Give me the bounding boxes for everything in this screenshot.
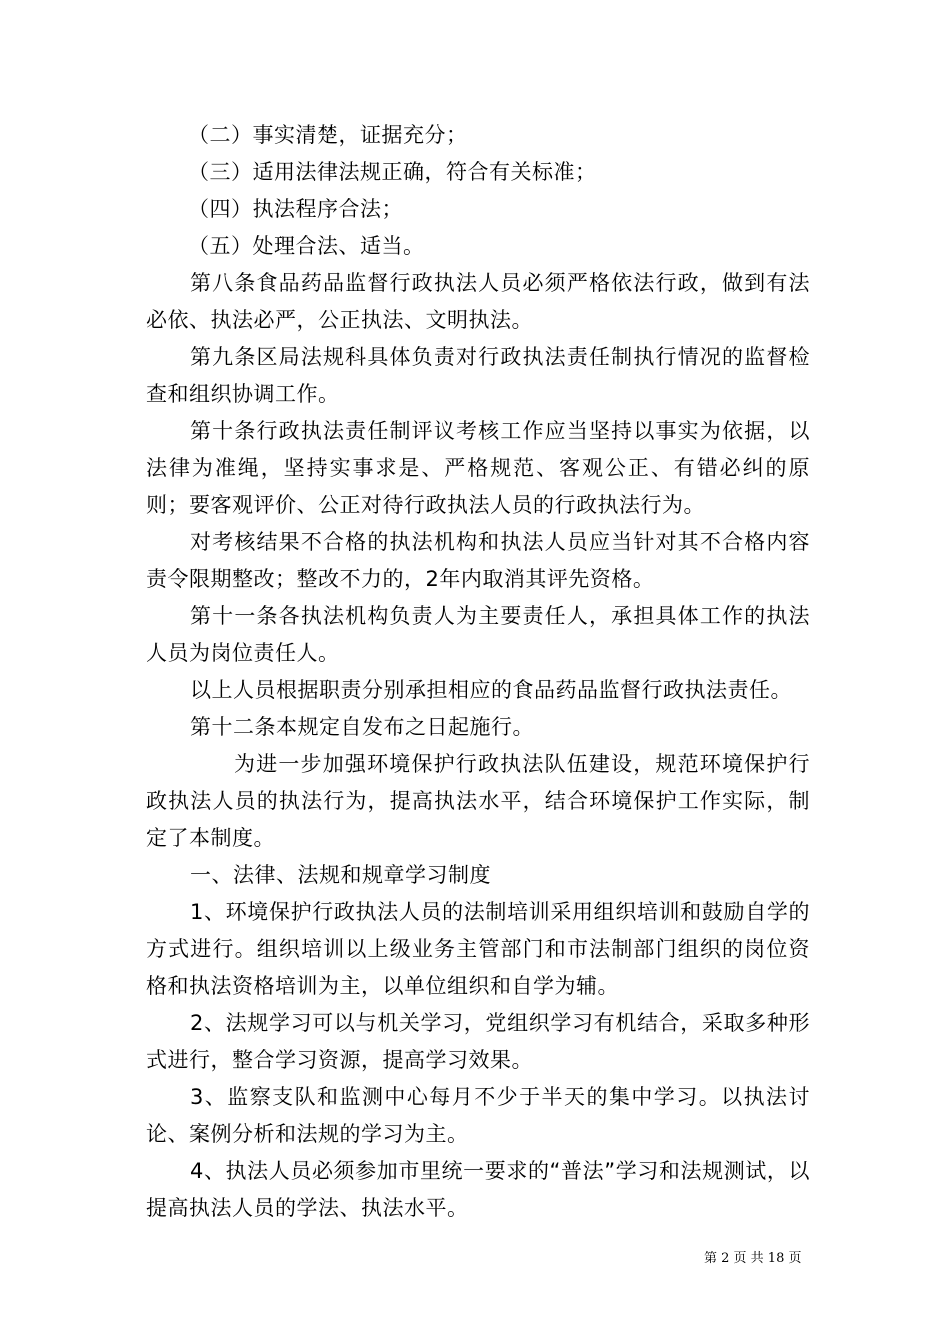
paragraph-item-4: （四）执法程序合法；	[188, 197, 403, 221]
section-heading-study-system: 一、法律、法规和规章学习制度	[190, 863, 491, 887]
preamble-paragraph: 为进一步加强环境保护行政执法队伍建设，规范环境保护行政执法人员的执法行为，提高执法水平，结合环境保护工作实际，制定了本制度。	[146, 752, 810, 850]
article-11: 第十一条各执法机构负责人为主要责任人，承担具体工作的执法人员为岗位责任人。	[146, 604, 810, 665]
document-body	[146, 117, 810, 1227]
study-item-4: 4、执法人员必须参加市里统一要求的“普法”学习和法规测试，以提高执法人员的学法、执法水平。	[146, 1159, 810, 1220]
article-9: 第九条区局法规科具体负责对行政执法责任制执行情况的监督检查和组织协调工作。	[146, 345, 810, 406]
paragraph-item-3: （三）适用法律法规正确，符合有关标准；	[188, 160, 597, 184]
paragraph-item-5: （五）处理合法、适当。	[188, 234, 425, 258]
paragraph-item-2: （二）事实清楚，证据充分；	[188, 123, 468, 147]
assessment-paragraph: 对考核结果不合格的执法机构和执法人员应当针对其不合格内容责令限期整改；整改不力的，2年内取消其评先资格。	[146, 530, 810, 591]
article-12: 第十二条本规定自发布之日起施行。	[190, 715, 534, 739]
article-8: 第八条食品药品监督行政执法人员必须严格依法行政，做到有法必依、执法必严，公正执法、文明执法。	[146, 271, 810, 332]
study-item-3: 3、监察支队和监测中心每月不少于半天的集中学习。以执法讨论、案例分析和法规的学习为主。	[146, 1085, 810, 1146]
study-item-2: 2、法规学习可以与机关学习，党组织学习有机结合，采取多种形式进行，整合学习资源，提高学习效果。	[146, 1011, 810, 1072]
study-item-1: 1、环境保护行政执法人员的法制培训采用组织培训和鼓励自学的方式进行。组织培训以上级业务主管部门和市法制部门组织的岗位资格和执法资格培训为主，以单位组织和自学为辅。	[146, 900, 810, 998]
responsibility-paragraph: 以上人员根据职责分别承担相应的食品药品监督行政执法责任。	[190, 678, 792, 702]
article-10: 第十条行政执法责任制评议考核工作应当坚持以事实为依据，以法律为准绳，坚持实事求是、严格规范、客观公正、有错必纠的原则；要客观评价、公正对待行政执法人员的行政执法行为。	[146, 419, 810, 517]
page-number-footer: 第 2 页 共 18 页	[704, 1251, 802, 1266]
